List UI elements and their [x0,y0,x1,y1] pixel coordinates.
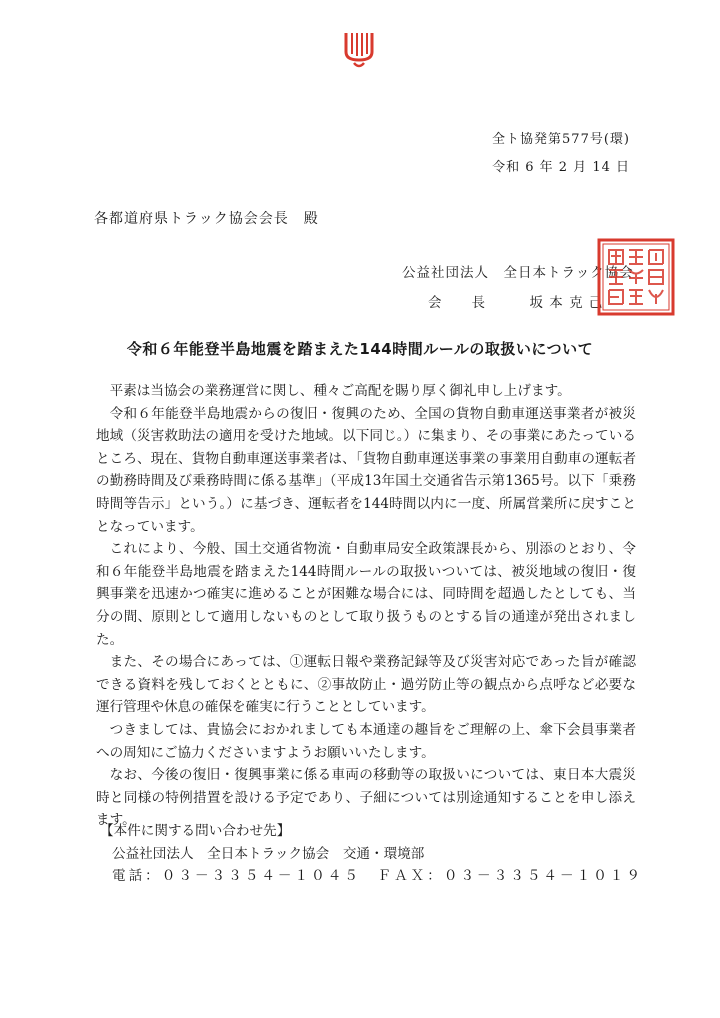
paragraph-request: つきましては、貴協会におかれましても本通達の趣旨をご理解の上、傘下会員事業者への周知にご協力くださいますようお願いいたします。 [96,721,636,761]
contact-department: 公益社団法人 全日本トラック協会 交通・環境部 [112,845,425,862]
document-body [96,380,636,832]
recipient: 各都道府県トラック協会会長 殿 [94,211,319,227]
document-number: 全ト協発第577号(環) [492,132,630,147]
paragraph-conditions: また、その場合にあっては、①運転日報や業務記録等及び災害対応であった旨が確認できる資料を残しておくとともに、②事故防止・過労防止等の観点から点呼など必要な運行管理や休息の確保を確実に行うこととしています。 [96,654,636,716]
contact-heading: 【本件に関する問い合わせ先】 [100,823,291,839]
sender-title-name: 会 長 坂 本 克 己 [428,295,604,311]
document-date: 令和 6 年 2 月 14 日 [492,160,630,175]
paragraph-notice: これにより、今般、国土交通省物流・自動車局安全政策課長から、別添のとおり、令和６年能登半島地震を踏まえた144時間ルールの取扱いついては、被災地域の復旧・復興事業を迅速かつ確実に進めることが困難な場合には、同時間を超過したとしても、当分の間、原則として適用しないものとして取り扱うものとする旨の通達が発出されました。 [96,541,636,648]
contact-block [100,820,643,888]
organization-logo-icon [341,30,377,70]
official-seal-stamp [597,238,675,316]
sender-organization: 公益社団法人 全日本トラック協会 [402,265,634,281]
paragraph-future: なお、今後の復旧・復興事業に係る車両の移動等の取扱いについては、東日本大震災時と同様の特例措置を設ける予定であり、子細については別途通知することを申し添えます。 [96,767,636,829]
paragraph-background: 令和６年能登半島地震からの復旧・復興のため、全国の貨物自動車運送事業者が被災地域（災害救助法の適用を受けた地域。以下同じ。）に集まり、その事業にあたっているところ、現在、貨物自動車運送事業者は、「貨物自動車運送事業の事業用自動車の運転者の勤務時間及び乗務時間に係る基準」（平成13年国土交通省告示第1365号。以下「乗務時間等告示」という。）に基づき、運転者を144時間以内に一度、所属営業所に戻すこととなっています。 [96,405,636,535]
paragraph-greeting: 平素は当協会の業務運営に関し、種々ご高配を賜り厚く御礼申し上げます。 [109,383,571,399]
document-header [492,126,630,182]
contact-phone-fax: 電話：０３－３３５４－１０４５ ＦＡＸ：０３－３３５４－１０１９ [112,868,643,885]
document-title: 令和６年能登半島地震を踏まえた144時間ルールの取扱いについて [126,340,594,358]
